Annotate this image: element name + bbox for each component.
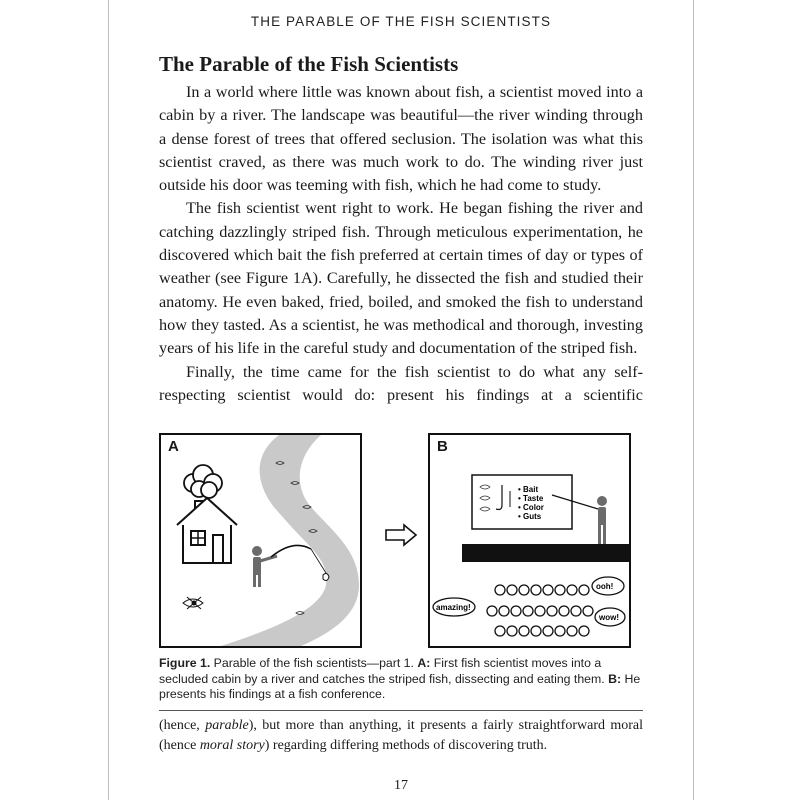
text-run-italic: parable [205,718,249,733]
panel-b-letter: B [437,438,448,455]
speech-bubble-wow: wow! [599,613,619,622]
caption-label: Figure 1. [159,656,211,670]
river-shape [221,435,359,646]
figure-panel-b [428,433,631,648]
text-run: (hence, [159,718,206,733]
river-scene-illustration [161,435,360,646]
speech-bubble-amazing: amazing! [436,603,471,612]
running-head: THE PARABLE OF THE FISH SCIENTISTS [250,14,552,29]
board-item: • Color [518,503,544,512]
caption-text: First fish scientist moves into a secluded cabin by a river and catches the striped fish, dissecting and eating them. [159,656,609,686]
board-item: • Taste [518,494,544,503]
cabin-icon [177,498,237,563]
panel-a-letter: A [168,438,179,455]
presenter-figure [597,496,607,545]
dissected-fish-icon [183,597,203,609]
stage [462,544,629,562]
figure-panel-a [159,433,362,648]
figure-caption [159,656,643,703]
text-run: ), but more than anything, it presents a fairly straightforward moral (hence [159,718,644,753]
caption-a-label: A: [417,656,431,670]
audience [487,585,593,636]
right-arrow-icon [384,523,418,547]
caption-text: He presents his findings at a fish conference. [159,671,641,702]
book-page [108,0,694,800]
caption-text: Parable of the fish scientists—part 1. [210,656,418,670]
caught-fish-icon [323,573,329,580]
footnote-rule [159,710,643,711]
fisherman-figure [252,546,277,587]
board-item: • Bait [518,485,539,494]
caption-b-label: B: [608,671,622,686]
section-heading: The Parable of the Fish Scientists [159,52,459,76]
smoke-cloud [184,465,222,498]
paragraph-1: In a world where little was known about fish, a scientist moved into a cabin by a river. The landscape was beautiful—the river winding through a dense forest of trees that offered seclusion. The isolation was what this scientist craved, as there was much work to do. The winding river just outside his door was teeming with fish, which he had come to study. [159,83,643,195]
board-item: • Guts [518,512,542,521]
page-number: 17 [394,778,408,793]
text-run-italic: moral story [199,737,265,753]
continuation-text [159,716,643,755]
paragraph-2: The fish scientist went right to work. He began fishing the river and catching dazzlingly striped fish. Through meticulous experimentation, he discovered which bait the fish preferred at certain times of day or types of weather (see Figure 1A). Carefully, he dissected the fish and studied their anatomy. He even baked, fried, boiled, and smoked the fish to understand how they tasted. As a scientist, he was methodical and thorough, investing years of his life in the careful study and documentation of the striped fish. [159,199,643,358]
main-text [159,52,643,407]
text-run: ) regarding differing methods of discovering truth. [264,737,548,753]
conference-illustration [430,435,629,646]
paragraph-3: Finally, the time came for the fish scientist to do what any self-respecting scientist would do: present his findings at a scientific [159,362,643,404]
figure-1 [159,433,643,650]
speech-bubble-ooh: ooh! [596,582,614,591]
